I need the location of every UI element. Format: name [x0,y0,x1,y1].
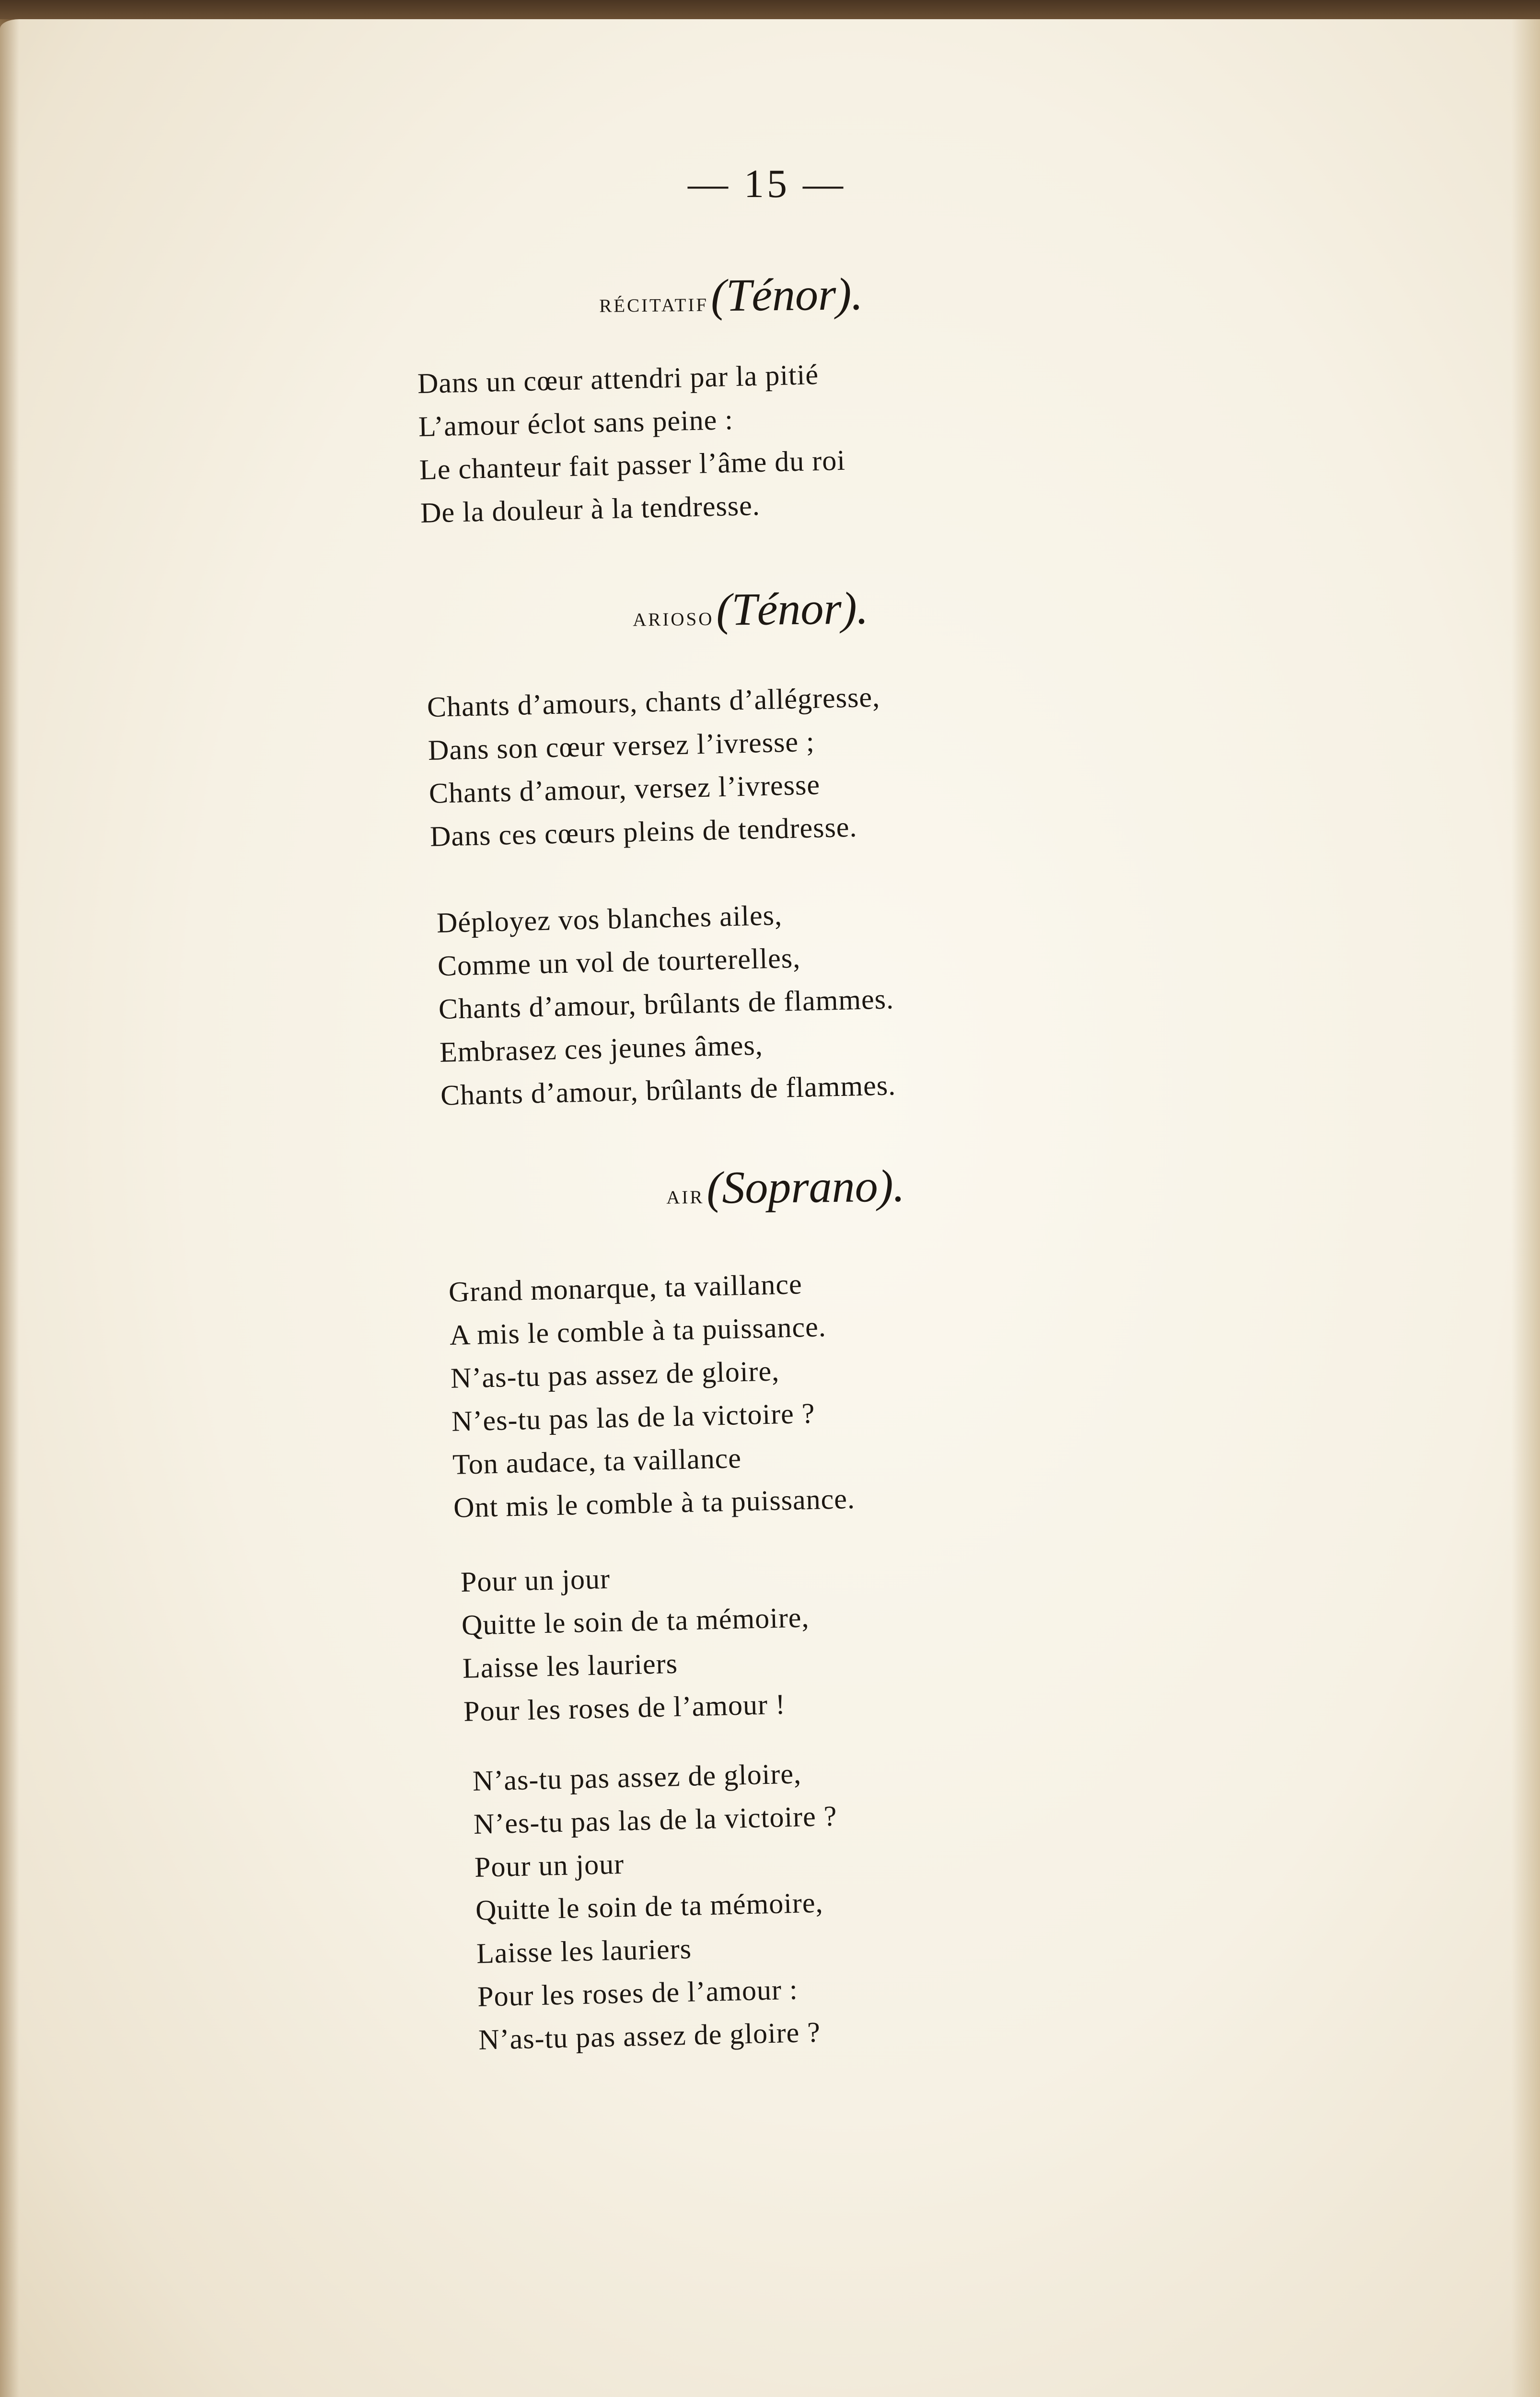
verse-line: N’as-tu pas assez de gloire, [450,1355,780,1394]
stanza [472,1751,842,2061]
verse-line: Grand monarque, ta vaillance [448,1268,803,1308]
page-gutter-shadow [0,19,19,2397]
verse-line: N’as-tu pas assez de gloire, [472,1757,802,1797]
verse-line: N’es-tu pas las de la victoire ? [473,1800,838,1840]
voice-label: (Soprano). [706,1160,905,1213]
stanza [427,675,883,858]
section-title: arioso [632,601,714,632]
verse-line: Quitte le soin de ta mémoire, [461,1601,810,1641]
verse-line: Dans ces cœurs pleins de tendresse. [429,811,858,852]
verse-line: Chants d’amour, brûlants de flammes. [440,1069,896,1111]
verse-line: Pour un jour [474,1848,625,1883]
stanza [417,352,847,535]
voice-label: (Ténor). [710,268,863,321]
verse-line: Pour un jour [460,1562,611,1598]
verse-line: Chants d’amour, versez l’ivresse [428,768,821,809]
section-title: air [666,1179,705,1210]
verse-line: Embrasez ces jeunes âmes, [439,1029,764,1068]
verse-line: Laisse les lauriers [476,1932,692,1969]
page-number: — 15 — [688,162,846,206]
stanza [436,891,896,1117]
voice-label: (Ténor). [716,582,869,635]
section-heading-arioso [632,581,868,637]
verse-line: Chants d’amours, chants d’allégresse, [427,681,880,723]
section-heading-recitatif [599,267,863,323]
page-edge-shadow [1511,19,1540,2397]
section-heading-air [666,1159,905,1214]
stanza [460,1553,811,1733]
verse-line: Chants d’amour, brûlants de flammes. [438,983,894,1025]
verse-line: De la douleur à la tendresse. [420,489,761,529]
verse-line: Dans un cœur attendri par la pitié [417,359,819,399]
verse-line: Pour les roses de l’amour ! [463,1688,786,1727]
verse-line: Laisse les lauriers [462,1647,678,1684]
verse-line: A mis le comble à ta puissance. [449,1311,827,1351]
verse-line: Comme un vol de tourterelles, [437,942,801,982]
section-title: récitatif [599,287,709,318]
verse-line: Le chanteur fait passer l’âme du roi [419,444,846,486]
stanza [448,1261,856,1529]
verse-line: Quitte le soin de ta mémoire, [475,1886,824,1926]
verse-line: Ont mis le comble à ta puissance. [453,1482,856,1524]
verse-line: Dans son cœur versez l’ivresse ; [428,725,815,766]
verse-line: Ton audace, ta vaillance [452,1442,742,1480]
verse-line: N’es-tu pas las de la victoire ? [451,1397,816,1437]
verse-line: N’as-tu pas assez de gloire ? [478,2016,821,2056]
verse-line: Pour les roses de l’amour : [477,1973,799,2013]
verse-line: L’amour éclot sans peine : [418,404,734,442]
verse-line: Déployez vos blanches ailes, [436,899,783,939]
